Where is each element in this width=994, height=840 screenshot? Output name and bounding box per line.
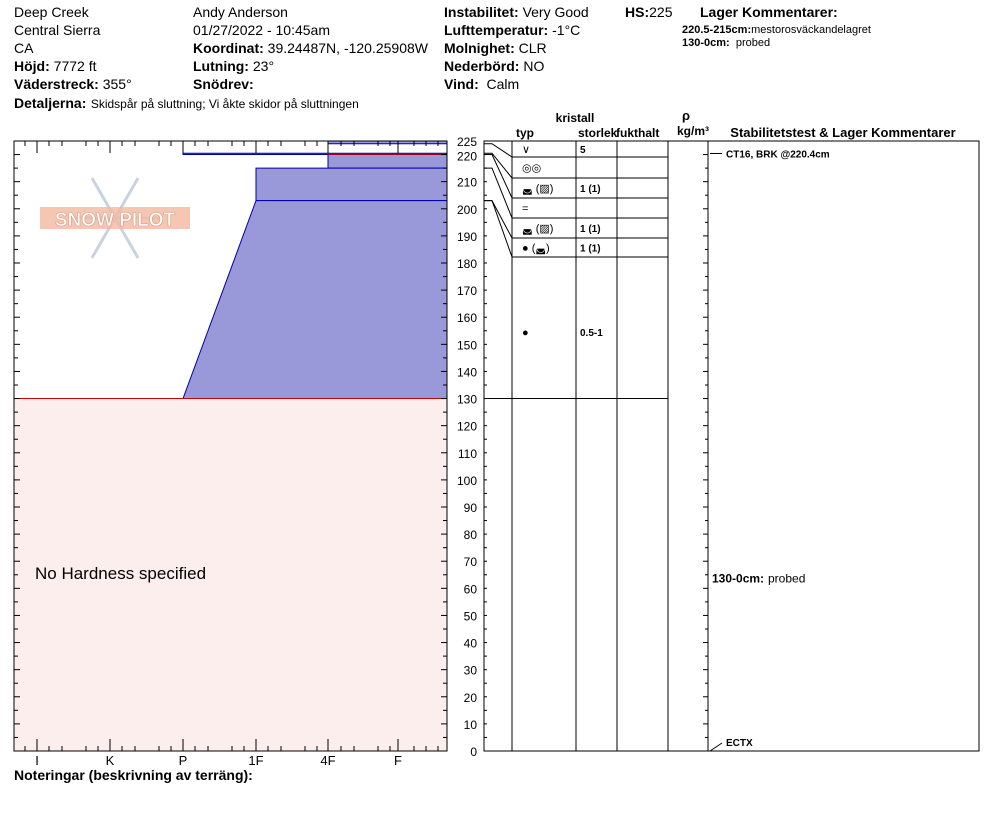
stability-pointer-1	[710, 743, 722, 751]
slope: Lutning: 23°	[193, 58, 275, 74]
state: CA	[14, 40, 34, 56]
depth-label-100: 100	[456, 473, 477, 488]
depth-label-50: 50	[463, 609, 477, 624]
wind: Vind: Calm	[444, 76, 520, 92]
depth-connector-2	[484, 153, 512, 178]
grain-type-6: ●	[522, 327, 529, 339]
depth-label-200: 200	[456, 202, 477, 217]
crystal-header: kristall	[555, 111, 595, 125]
hardness-layer-3	[328, 155, 447, 169]
grain-type-4: ◛ (▨)	[522, 223, 554, 235]
hardness-layer-4	[256, 168, 447, 201]
grain-table-frame	[484, 141, 979, 751]
depth-label-40: 40	[463, 636, 477, 651]
hardness-layer-5	[183, 201, 447, 399]
column-comment-value-0: probed	[768, 571, 806, 586]
depth-label-70: 70	[463, 555, 477, 570]
depth-label-160: 160	[456, 311, 477, 326]
precipitation: Nederbörd: NO	[444, 58, 545, 74]
depth-label-170: 170	[456, 284, 477, 299]
stability-test-0: CT16, BRK @220.4cm	[726, 149, 830, 161]
depth-label-210: 210	[456, 175, 477, 190]
details: Detaljerna: Skidspår på sluttning; Vi åkte skidor på sluttningen	[14, 95, 359, 111]
hardness-label-I: I	[35, 753, 39, 768]
grain-type-0: ∨	[522, 144, 531, 156]
depth-label-60: 60	[463, 582, 477, 597]
depth-label-80: 80	[463, 528, 477, 543]
depth-label-110: 110	[457, 446, 477, 461]
observer: Andy Anderson	[193, 4, 288, 20]
aspect: Väderstreck: 355°	[14, 76, 132, 92]
depth-label-130: 130	[456, 392, 477, 407]
depth-label-10: 10	[463, 717, 477, 732]
grain-size-5: 1 (1)	[580, 243, 601, 255]
snow-height: HS:225	[625, 4, 673, 20]
sky-cover: Molnighet: CLR	[444, 40, 547, 56]
logo-text: SNOW PILOT	[54, 210, 176, 231]
depth-label-30: 30	[463, 663, 477, 678]
drift: Snödrev:	[193, 76, 254, 92]
location: Deep Creek	[14, 4, 89, 20]
grain-size-2: 1 (1)	[580, 184, 601, 195]
layer-comment-1: 220.5-215cm:mestorosväckandelagret	[682, 24, 871, 36]
hardness-label-F: F	[394, 753, 402, 768]
instability: Instabilitet: Very Good	[444, 4, 589, 20]
coordinate: Koordinat: 39.24487N, -120.25908W	[193, 40, 428, 56]
depth-label-90: 90	[463, 501, 477, 515]
depth-connector-6	[484, 201, 512, 257]
datetime: 01/27/2022 - 10:45am	[193, 22, 330, 38]
depth-label-180: 180	[456, 257, 477, 271]
air-temperature: Lufttemperatur: -1°C	[444, 22, 581, 38]
size-header: storlek	[578, 126, 618, 140]
grain-type-5: ● (◛)	[522, 242, 550, 255]
type-header: typ	[516, 126, 534, 140]
elevation: Höjd: 7772 ft	[14, 58, 97, 74]
grain-type-3: =	[522, 203, 529, 215]
region: Central Sierra	[14, 22, 101, 38]
depth-connector-4	[484, 168, 512, 218]
layer-comment-2: 130-0cm: probed	[682, 37, 771, 49]
depth-label-225: 225	[456, 135, 477, 149]
grain-size-6: 0.5-1	[580, 328, 603, 339]
density-symbol: ρ	[681, 108, 691, 123]
grain-size-0: 5	[580, 145, 586, 156]
no-hardness-text: No Hardness specified	[35, 564, 207, 583]
depth-label-140: 140	[456, 365, 477, 380]
hardness-label-4F: 4F	[320, 753, 336, 768]
stability-header: Stabilitetstest & Lager Kommentarer	[730, 125, 956, 140]
density-unit: kg/m³	[676, 124, 710, 138]
hardness-label-K: K	[105, 753, 115, 768]
depth-label-20: 20	[463, 690, 477, 705]
layer-comments-title: Lager Kommentarer:	[700, 4, 838, 20]
hardness-label-1F: 1F	[248, 753, 264, 768]
grain-type-2: ◛ (▨)	[522, 183, 554, 195]
terrain-notes-label: Noteringar (beskrivning av terräng):	[14, 767, 253, 783]
stability-test-1: ECTX	[726, 738, 753, 749]
column-comment-label-0: 130-0cm:	[712, 571, 765, 586]
moisture-header: fukthalt	[616, 126, 660, 140]
depth-label-120: 120	[456, 419, 477, 434]
hardness-label-P: P	[178, 753, 188, 768]
depth-label-150: 150	[456, 338, 477, 353]
snowpilot-logo	[40, 178, 190, 258]
grain-type-1: ◎◎	[522, 162, 542, 175]
depth-label-220: 220	[456, 149, 477, 164]
grain-size-4: 1 (1)	[580, 224, 601, 235]
depth-label-190: 190	[456, 229, 477, 244]
depth-label-0: 0	[470, 745, 477, 759]
